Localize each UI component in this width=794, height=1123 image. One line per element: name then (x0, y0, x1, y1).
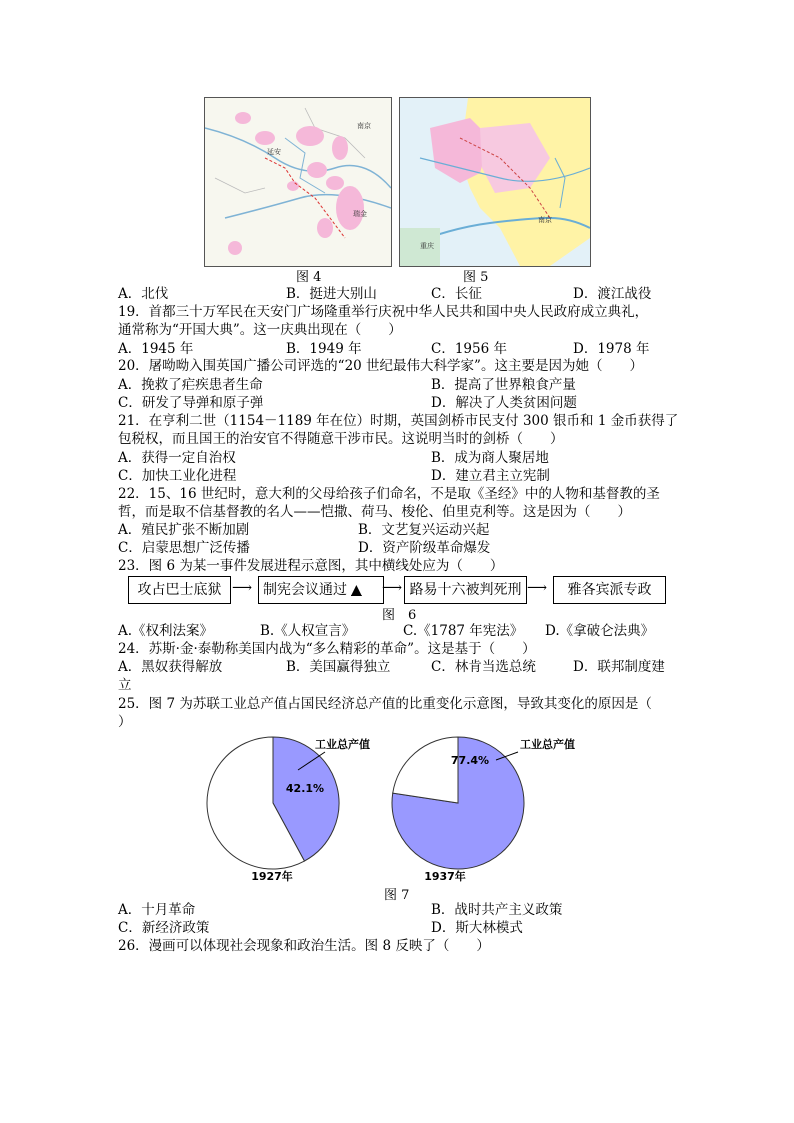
figure-4-map (204, 97, 392, 267)
q19-stem-line1: 19．首都三十万军民在天安门广场隆重举行庆祝中华人民共和国中央人民政府成立典礼， (118, 304, 649, 320)
pie-1-year-label: 1927年 (251, 870, 293, 883)
q24-option-a: A．黑奴获得解放 (118, 659, 223, 675)
q25-option-c: C．新经济政策 (118, 920, 210, 936)
q21-option-c: C．加快工业化进程 (118, 468, 237, 484)
figure-7-pie-charts (200, 730, 600, 886)
q25-stem-line2: ） (118, 714, 132, 730)
q26-stem: 26．漫画可以体现社会现象和政治生活。图 8 反映了（ ） (118, 938, 490, 954)
q24-option-d: D．联邦制度建 (573, 659, 665, 675)
map-4-label-ruijin: 瑞金 (353, 210, 367, 218)
map-4-drawing (205, 98, 391, 266)
q24-option-c: C．林肯当选总统 (431, 659, 536, 675)
figure-6-caption: 图 6 (382, 608, 417, 623)
q22-option-c: C．启蒙思想广泛传播 (118, 540, 250, 556)
q20-option-b: B．提高了世界粮食产量 (431, 377, 576, 393)
flow-blank-marker: ▲ (351, 582, 362, 598)
q20-option-a: A．挽救了疟疾患者生命 (118, 377, 263, 393)
q19-stem-line2: 通常称为“开国大典”。这一庆典出现在（ ） (118, 322, 402, 338)
q21-option-b: B．成为商人聚居地 (431, 450, 549, 466)
q21-option-a: A．获得一定自治权 (118, 450, 236, 466)
q23-option-b: B.《人权宣言》 (260, 623, 356, 639)
pie-1-series-label: 工业总产值 (315, 738, 370, 751)
q21-option-d: D．建立君主立宪制 (431, 468, 550, 484)
flow-step-4: 雅各宾派专政 (553, 576, 666, 604)
flow-arrow-3: ⟶ (527, 580, 548, 596)
flow-step-2 (258, 576, 384, 604)
pie-2-year-label: 1937年 (424, 870, 466, 883)
q25-stem-line1: 25．图 7 为苏联工业总产值占国民经济总产值的比重变化示意图，导致其变化的原因是（ (118, 696, 652, 712)
q18-option-a: A．北伐 (118, 286, 169, 302)
map-4-label-yanan: 延安 (267, 148, 281, 156)
q23-stem: 23．图 6 为某一事件发展进程示意图，其中横线处应为（ ） (118, 558, 504, 574)
q22-option-d: D．资产阶级革命爆发 (358, 540, 491, 556)
map-4-label-nanjing: 南京 (357, 122, 371, 130)
q20-option-c: C．研发了导弹和原子弹 (118, 395, 264, 411)
flow-step-1: 攻占巴士底狱 (128, 576, 231, 604)
pie-2-slice-2 (393, 737, 458, 803)
q18-option-d: D．渡江战役 (573, 286, 652, 302)
q19-option-b: B．1949 年 (286, 341, 362, 357)
q22-option-a: A．殖民扩张不断加剧 (118, 522, 250, 538)
q23-option-a: A.《权利法案》 (118, 623, 214, 639)
q23-option-c: C.《1787 年宪法》 (403, 623, 524, 639)
pie-2-value-label: 77.4% (450, 754, 490, 767)
q19-option-d: D．1978 年 (573, 341, 650, 357)
q20-option-d: D．解决了人类贫困问题 (431, 395, 577, 411)
flow-arrow-2: ⟶ (382, 580, 403, 596)
q23-option-d: D.《拿破仑法典》 (545, 623, 655, 639)
q25-option-d: D．斯大林模式 (431, 920, 523, 936)
q25-option-b: B．战时共产主义政策 (431, 902, 563, 918)
q21-stem-line2: 包税权，而且国王的治安官不得随意干涉市民。这说明当时的剑桥（ ） (118, 431, 564, 447)
map-5-drawing (400, 98, 590, 266)
flow-arrow-1: ⟶ (232, 580, 253, 596)
q24-option-b: B．美国赢得独立 (286, 659, 391, 675)
q18-option-b: B．挺进大别山 (286, 286, 377, 302)
map-5-label-nanjing: 南京 (538, 216, 552, 224)
flow-step-2-label: 制宪会议通过 (263, 582, 347, 598)
figure-7-caption: 图 7 (384, 888, 410, 903)
q18-option-c: C．长征 (431, 286, 482, 302)
q22-stem-line1: 22．15、16 世纪时，意大利的父母给孩子们命名，不是取《圣经》中的人物和基督教的圣 (118, 486, 660, 502)
q19-option-c: C．1956 年 (431, 341, 507, 357)
q24-option-d-wrap: 立 (118, 677, 132, 693)
flow-step-3: 路易十六被判死刑 (404, 576, 527, 604)
pie-1-value-label: 42.1% (285, 782, 325, 795)
q25-option-a: A．十月革命 (118, 902, 196, 918)
pie-2-series-label: 工业总产值 (520, 738, 575, 751)
q20-stem: 20．屠呦呦入围英国广播公司评选的“20 世纪最伟大科学家”。这主要是因为她（ ） (118, 358, 643, 374)
figure-5-map (399, 97, 591, 267)
map-5-label-chongqing: 重庆 (420, 242, 434, 250)
figure-4-caption: 图 4 (296, 270, 322, 285)
q24-stem: 24．苏斯·金·泰勒称美国内战为“多么精彩的革命”。这是基于（ ） (118, 641, 536, 657)
q22-stem-line2: 哲，而是取不信基督教的名人——恺撒、荷马、梭伦、伯里克利等。这是因为（ ） (118, 504, 631, 520)
q21-stem-line1: 21．在亨利二世（1154－1189 年在位）时期，英国剑桥市民支付 300 银币和 1 金币获得了 (118, 413, 679, 429)
q22-option-b: B．文艺复兴运动兴起 (358, 522, 490, 538)
q19-option-a: A．1945 年 (118, 341, 194, 357)
figure-5-caption: 图 5 (463, 270, 489, 285)
